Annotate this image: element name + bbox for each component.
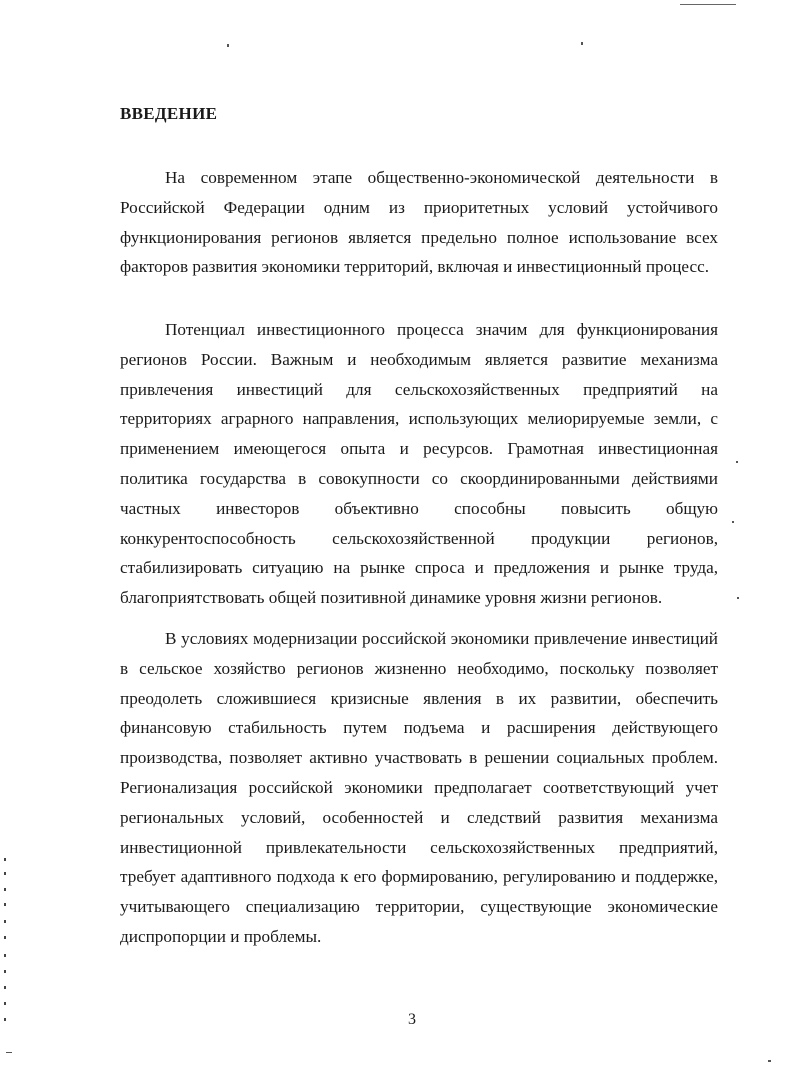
scan-speck [6, 1052, 12, 1053]
paragraph-1: На современном этапе общественно-экономической деятельности в Российской Федерации одним из приоритетных условий устойчивого функционирования регионов является предельно полное использование всех факторов развития экономики территорий, включая и инвестиционный процесс. [120, 168, 718, 277]
scan-speck [581, 42, 583, 45]
scan-speck [732, 521, 734, 523]
scan-speck [737, 597, 739, 599]
page-number: 3 [408, 1011, 416, 1028]
section-heading: ВВЕДЕНИЕ [120, 104, 218, 123]
scan-rule-mark [680, 4, 736, 5]
scan-speck [736, 461, 738, 463]
scan-speck [768, 1060, 771, 1062]
scan-speck [227, 44, 229, 47]
left-edge-scan-noise [4, 858, 10, 1028]
paragraph-2: Потенциал инвестиционного процесса значим для функционирования регионов России. Важным и необходимым является развитие механизма привлечения инвестиций для сельскохозяйственных предприятий на территориях аграрного направления, использующих мелиорируемые земли, с применением имеющегося опыта и ресурсов. Грамотная инвестиционная политика государства в совокупности со скоординированными действиями частных инвесторов объективно способны повысить общую конкурентоспособность сельскохозяйственной продукции регионов, стабилизировать ситуацию на рынке спроса и предложения и рынке труда, благоприятствовать общей позитивной динамике уровня жизни регионов. [120, 320, 718, 608]
paragraph-3: В условиях модернизации российской экономики привлечение инвестиций в сельское хозяйство регионов жизненно необходимо, поскольку позволяет преодолеть сложившиеся кризисные явления в их развитии, обеспечить финансовую стабильность путем подъема и расширения действующего производства, позволяет активно участвовать в решении социальных проблем. Регионализация российской экономики предполагает соответствующий учет региональных условий, особенностей и следствий развития механизма инвестиционной привлекательности сельскохозяйственных предприятий, требует адаптивного подхода к его формированию, регулированию и поддержке, учитывающего специализацию территории, существующие экономические диспропорции и проблемы. [120, 629, 718, 946]
